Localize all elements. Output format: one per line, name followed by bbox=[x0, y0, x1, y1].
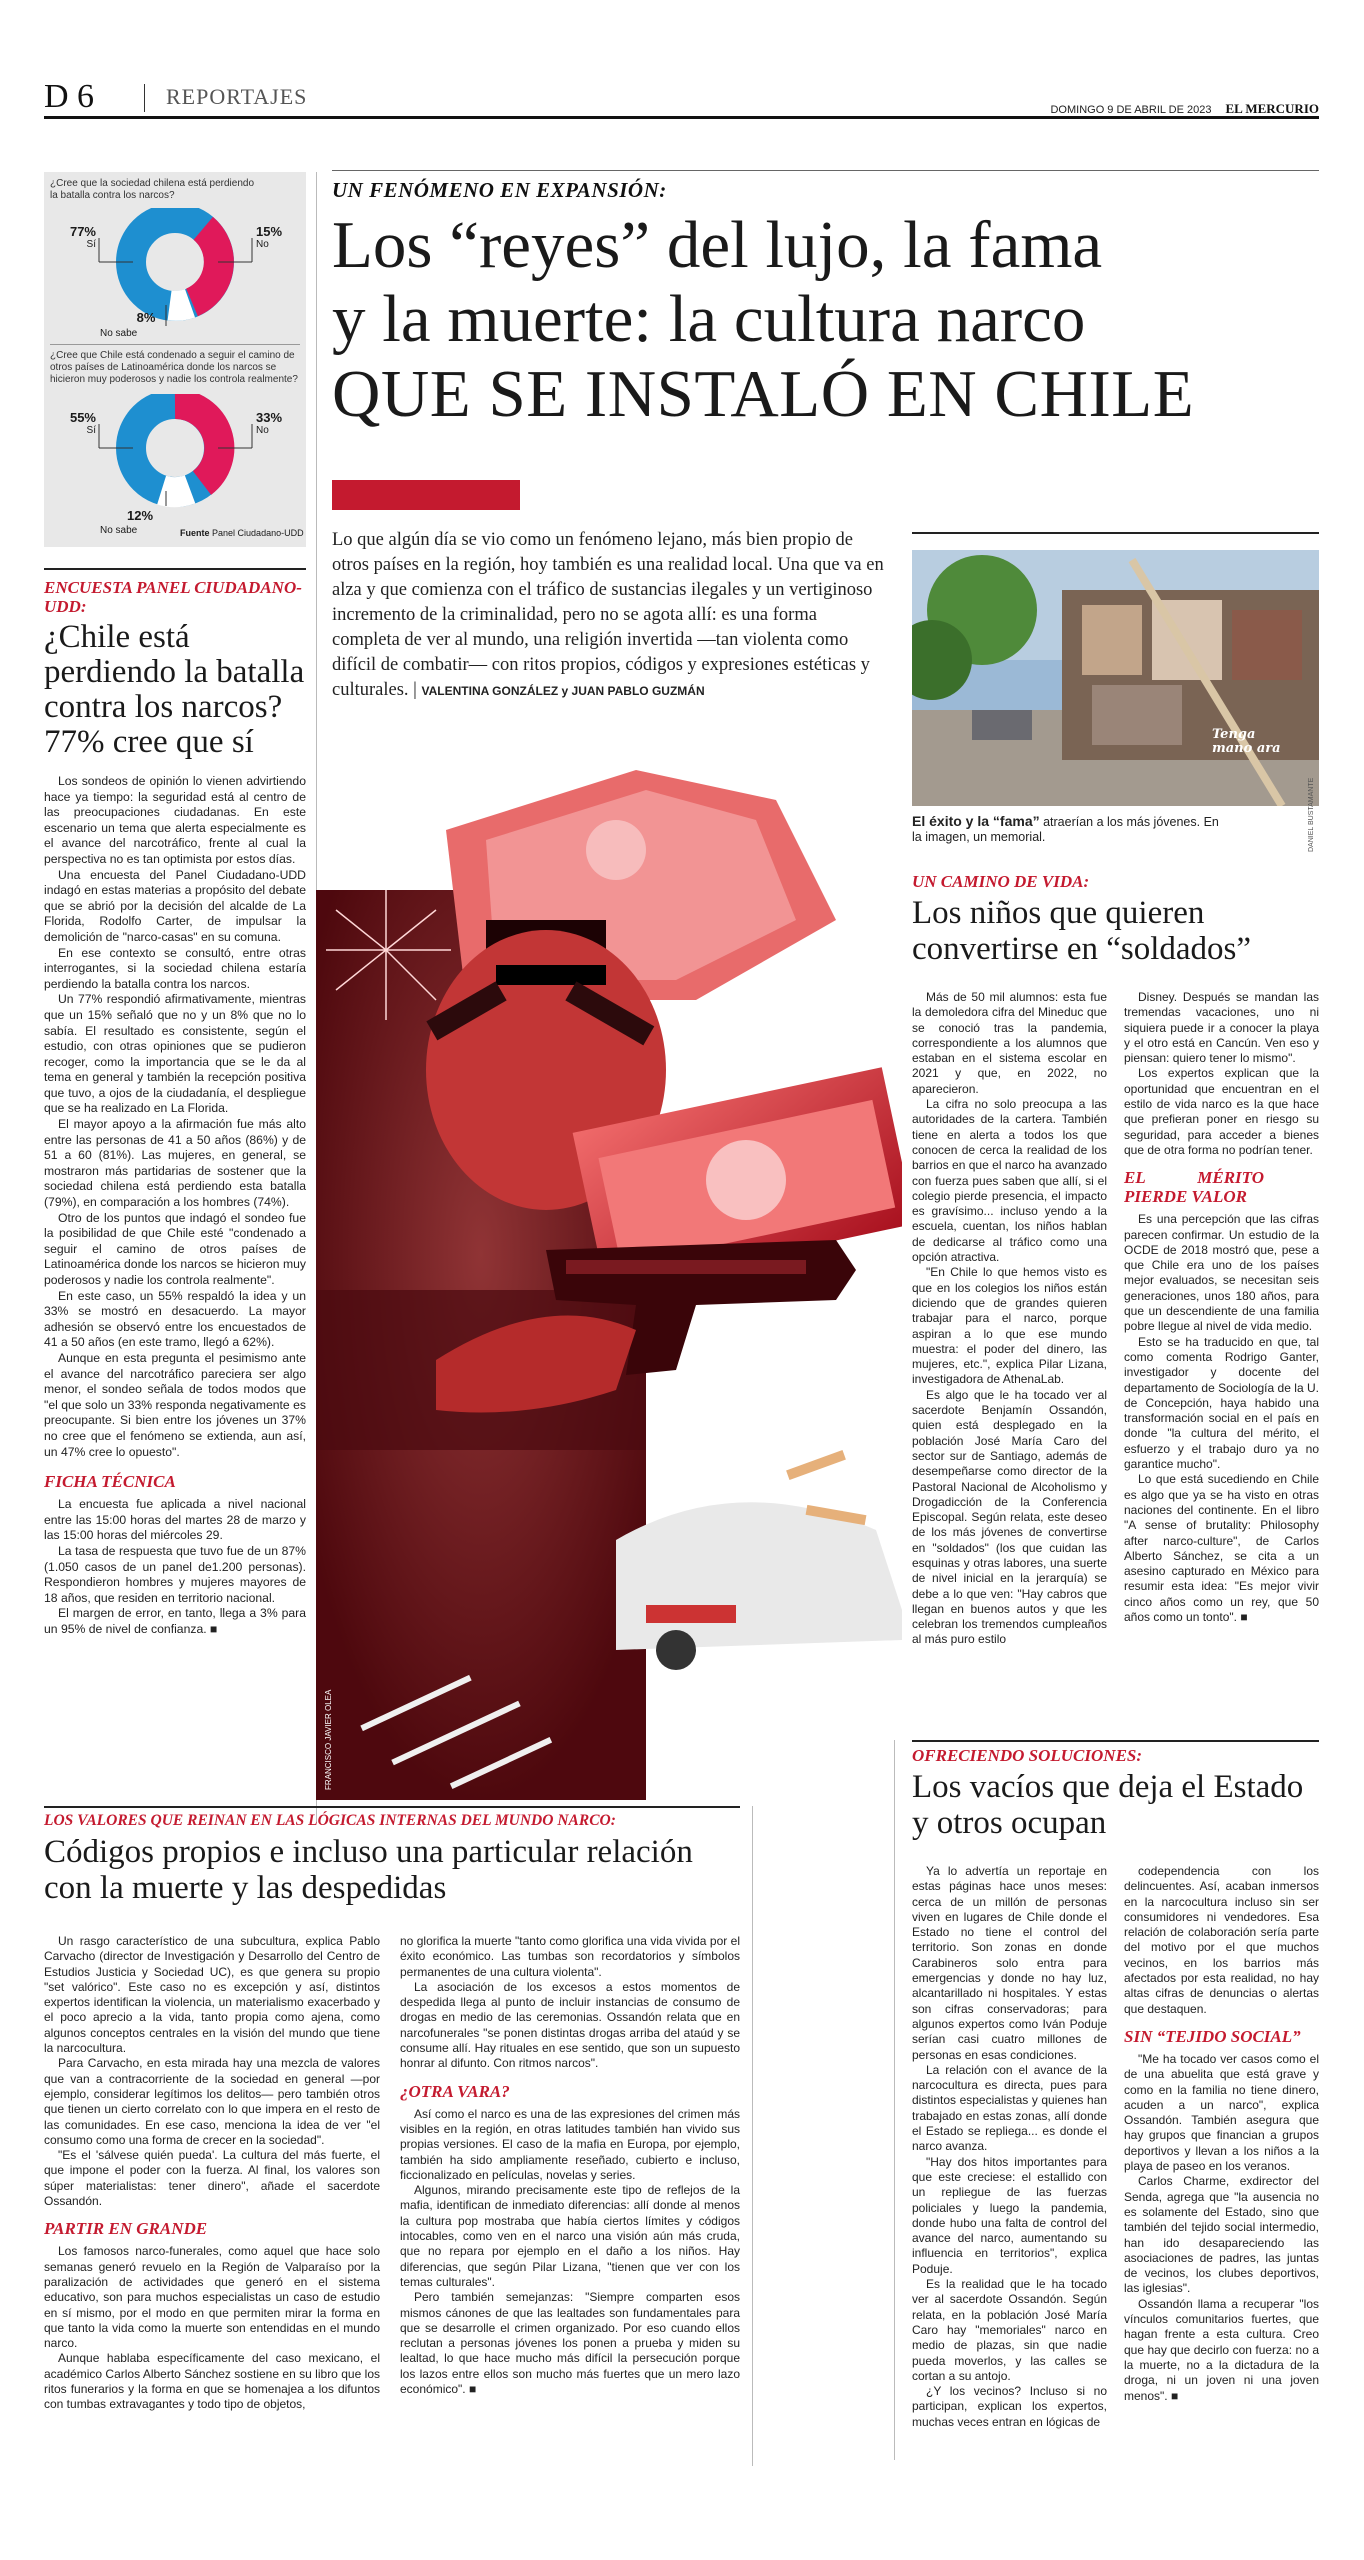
codigos-col1: Un rasgo característico de una subcultura, explica Pablo Carvacho (director de Investigación y Desarrollo del Centro de Estudios Justicia y Sociedad UC), es que genera su propio "set valórico". Este caso no es excepción y así, distintos expertos identifican la violencia, un materialismo exacerbado y el poco aprecio a la vida, tanto propia como ajena, como algunos conceptos centrales en la visión del mundo que tiene la narcocultura. Para Carvacho, en esta mirada hay una mezcla de valores que van a contracorriente de la sociedad en general —por ejemplo, considerar legítimos los delitos— pero también otros que tienen un cierto correlato con lo que impera en el resto de las comunidades. En ese caso, menciona la idea de ver "el consumo como una forma de crecer en la sociedad". "Es el 'sálvese quién pueda'. La cultura del más fuerte, el que impone el poder con la fuerza. Al final, los valores son súper materialistas: tener dinero", añade el sacerdote Ossandón. PARTIR EN GRANDE Los famosos narco-funerales, como aquel que hace solo semanas generó revuelo en la Región de Valparaíso por la paralización de actividades que generó en el sistema educativo, son para muchos especialistas un caso de estudio en sí mismo, por el modo en que permiten mirar la forma en que tanto la vida como la muerte son entendidas en el mundo narco. Aunque hablaba específicamente del caso mexicano, el académico Carlos Alberto Sánchez sostiene en su libro que los ritos funerarios y la forma en que se homenajea a los difuntos con tumbas extravagantes y todo tipo de objetos, bbox=[44, 1934, 380, 2412]
photo-credit: DANIEL BUSTAMANTE bbox=[1308, 777, 1315, 852]
survey-divider bbox=[50, 344, 300, 345]
ninos-col1: Más de 50 mil alumnos: esta fue la demoledora cifra del Mineduc que se conoció tras la pandemia, correspondiente a los alumnos que estaban en el sistema escolar en 2021 y que, en 2022, no aparecieron. La cifra no solo preocupa a las autoridades de la cartera. También tiene en alerta a todos los que conocen de cerca la realidad de los barrios en que el narco ha avanzado con fuerza pues saben que allí, si el colegio pierde presencia, el impacto es gravísimo... incluso yendo a la escuela, cuentan, los niños hablan de dedicarse al tráfico como una opción atractiva. "En Chile lo que hemos visto es que en los colegios los niños están diciendo que de grandes quieren trabajar para el narco, porque aspiran a lo que ese mundo muestra: el poder del dinero, las mujeres, etc.", explica Pilar Lizana, investigadora de AthenaLab. Es algo que le ha tocado ver al sacerdote Benjamín Ossandón, quien está desplegado en la población José María Caro del sector sur de Santiago, además de desempeñarse como director de la Pastoral Nacional de Alcoholismo y Drogadicción de la Conferencia Episcopal. Según relata, este deseo de los más jóvenes de convertirse en "soldados" (los que cuidan las esquinas y otras labores, una suerte de nivel inicial en la jerarquía) se debe a lo que ven: "Hay cabros que llegan en buenos autos y que les celebran los tremendos cumpleaños al más puro estilo bbox=[912, 990, 1107, 1647]
q1-no-label: No bbox=[256, 239, 269, 250]
survey-headline: ¿Chile está perdiendo la batalla contra los narcos? 77% cree que sí bbox=[44, 619, 305, 760]
vacios-article bbox=[912, 1746, 1319, 1841]
tejido-title: SIN “TEJIDO SOCIAL” bbox=[1124, 2026, 1301, 2046]
q2-no-pct: 33% bbox=[256, 410, 283, 425]
header-separator bbox=[144, 84, 145, 112]
headline-line-1: Los “reyes” del lujo, la fama bbox=[332, 208, 1103, 282]
mural-text: Tenga mano ara bbox=[1212, 727, 1281, 756]
byline: VALENTINA GONZÁLEZ y JUAN PABLO GUZMÁN bbox=[421, 684, 705, 698]
main-kicker: UN FENÓMENO EN EXPANSIÓN: bbox=[332, 178, 667, 202]
illustration-credit: FRANCISCO JAVIER OLEA bbox=[324, 1689, 333, 1790]
q2-yes-label: Sí bbox=[86, 425, 96, 436]
vacios-col1: Ya lo advertía un reportaje en estas páginas hace unos meses: cerca de un millón de personas viven en lugares de Chile donde el Estado no tiene el control del territorio. Son zonas en donde Carabineros solo entra para emergencias y donde no hay luz, alcantarillado ni hospitales. Y estas son cifras conservadoras; para algunos expertos como Iván Poduje serían casi cuatro millones de personas en esas condiciones. La relación con el avance de la narcocultura es directa, pues para distintos especialistas y quienes han trabajado en estas zonas, allí donde el Estado se repliega... es donde el narco avanza. "Hay dos hitos importantes para que este creciese: el estallido con un repliegue de las fuerzas policiales y luego la pandemia, donde hubo una falta de control del avance del narco, aumentando su influencia en territorios", explica Poduje. Es la realidad que le ha tocado ver al sacerdote Ossandón. Según relata, en la población José María Caro hay "memoriales" narco en medio de plazas, sin que nadie pueda moverlos, y las calles se cortan a su antojo. ¿Y los vecinos? Incluso si no participan, explican los expertos, muchas veces entran en lógicas de bbox=[912, 1864, 1107, 2429]
sports-car bbox=[616, 1502, 902, 1670]
column-divider-codigos bbox=[752, 1806, 753, 2466]
source-text: Panel Ciudadano-UDD bbox=[212, 528, 304, 538]
section-name: REPORTAJES bbox=[166, 84, 308, 109]
headline-red-bar bbox=[332, 480, 520, 510]
vacios-kicker: OFRECIENDO SOLUCIONES: bbox=[912, 1746, 1143, 1765]
survey-body: Los sondeos de opinión lo vienen advirtiendo hace ya tiempo: la seguridad está al centro de las preocupaciones ciudadanas. En este escenario un tema que alerta especialmente es el avance del narcotráfico, frente al cual la perspectiva no es tan optimista por estos días. Una encuesta del Panel Ciudadano-UDD indagó en estas materias a propósito del debate que se abrió por la decisión del alcalde de La Florida, Rodolfo Carter, de impulsar la demolición de "narco-casas" en su comuna. En ese contexto se consultó, entre otras interrogantes, si la sociedad chilena estaría perdiendo la batalla contra los narcos. Un 77% respondió afirmativamente, mientras que un 15% señaló que no y un 8% que no lo sabía. El resultado es consistente, según el estudio, con otras opiniones que se pudieron recoger, como la importancia que se le da al tema en general y también la recepción positiva que tuvo, a ojos de la ciudadanía, el despliegue que se ha realizado en La Florida. El mayor apoyo a la afirmación fue más alto entre las personas de 41 a 50 años (86%) y de 51 a 60 (81%). Las mujeres, en general, se mostraron más partidarias de sostener que la sociedad chilena está perdiendo esta batalla (79%), en comparación a los hombres (74%). Otro de los puntos que indagó el sondeo fue la posibilidad de que Chile esté "condenado a seguir el camino de otros países de Latinoamérica donde los narcos se hicieron muy poderosos y nadie los controla realmente". En este caso, un 55% respaldó la idea y un 33% se mostró en desacuerdo. La mayor adhesión se observó entre los encuestados de 41 a 50 años (en este tramo, llegó a 62%). Aunque en esta pregunta el pesimismo ante el avance del narcotráfico pareciera ser algo menor, el sondeo señala de todos modos que "el que solo un 33% responda negativamente es preocupante. Si bien entre los jóvenes un 37% no cree que el fenómeno se extienda, aun así, un 47% cree lo opuesto". bbox=[44, 774, 306, 1459]
newspaper-name: EL MERCURIO bbox=[1225, 101, 1319, 116]
q1-ns-pct: 8% bbox=[136, 310, 156, 325]
vacios-col2: codependencia con los delincuentes. Así, acaban inmersos en la narcocultura incluso sin ser consumidores ni vendedores. Esa relación de colaboración sería parte del motivo por el que muchos vecinos, en los barrios más afectados por esta realidad, no hay altas cifras de denuncias o alertas que destaquen. SIN “TEJIDO SOCIAL” "Me ha tocado ver casos como el de una abuelita que está grave y como en la familia no tiene dinero, acuden a un narco", explica Ossandón. También asegura que hay grupos que financian a grupos deportivos y llevan a los niños a la playa de paseo en los veranos. Carlos Charme, exdirector del Senda, agrega que "la ausencia no es solamente del Estado, sino que también del tejido social intermedio, han ido desapareciendo las asociaciones de padres, las juntas de vecinos, los clubes deportivos, las iglesias". Ossandón llama a recuperar "los vínculos comunitarios fuertes, que hagan frente a esta cultura. Creo que hay que decirlo con fuerza: no a la muerte, no a la dictadura de la droga, ni un joven ni una joven menos". ■ bbox=[1124, 1864, 1319, 2403]
q2-yes-pct: 55% bbox=[69, 410, 96, 425]
ficha-title: FICHA TÉCNICA bbox=[44, 1472, 176, 1492]
q1-yes-pct: 77% bbox=[69, 224, 96, 239]
headline-line-2: y la muerte: la cultura narco bbox=[332, 282, 1086, 356]
survey-question-1: ¿Cree que la sociedad chilena está perdiendo la batalla contra los narcos? bbox=[50, 178, 255, 201]
donut-2-no bbox=[175, 404, 219, 483]
ninos-headline: Los niños que quieren convertirse en “soldados” bbox=[912, 895, 1252, 967]
codigos-headline: Códigos propios e incluso una particular relación con la muerte y las despedidas bbox=[44, 1834, 693, 1906]
q2-ns-pct: 12% bbox=[126, 508, 154, 523]
ninos-kicker: UN CAMINO DE VIDA: bbox=[912, 872, 1090, 891]
q2-no-label: No bbox=[256, 425, 269, 436]
narco-illustration bbox=[316, 770, 902, 1800]
memorial-photo-svg bbox=[912, 550, 1319, 806]
column-divider-right bbox=[894, 1740, 895, 2460]
lede-text: Lo que algún día se vio como un fenómeno lejano, más bien propio de otros países en la región, hoy también es una realidad local. Una que va en alza y que comienza con el tráfico de sustancias ilegales y un vertiginoso incremento de la criminalidad, pero no se agota allí: es una forma completa de ver al mundo, una religión invertida —tan violenta como difícil de combatir— con ritos propios, códigos y expresiones estéticas y culturales. bbox=[332, 530, 884, 700]
q1-yes-label: Sí bbox=[86, 239, 96, 250]
source-label: Fuente bbox=[180, 528, 210, 538]
survey-infographic bbox=[44, 172, 306, 547]
partir-title: PARTIR EN GRANDE bbox=[44, 2219, 208, 2239]
lede: Lo que algún día se vio como un fenómeno lejano, más bien propio de otros países en la región, hoy también es una realidad local. Una que va en alza y que comienza con el tráfico de sustancias ilegales y un vertiginoso incremento de la criminalidad, pero no se agota allí: es una forma completa de ver al mundo, una religión invertida —tan violenta como difícil de combatir— con ritos propios, códigos y expresiones estéticas y culturales. | VALENTINA GONZÁLEZ y JUAN PABLO GUZMÁN bbox=[332, 530, 884, 700]
header-date: DOMINGO 9 DE ABRIL DE 2023 bbox=[1050, 104, 1212, 116]
vacios-headline: Los vacíos que deja el Estado y otros ocupan bbox=[912, 1769, 1304, 1841]
illustration-svg bbox=[316, 770, 902, 1800]
ficha-body: La encuesta fue aplicada a nivel nacional entre las 15:00 horas del martes 28 de marzo y las 15:00 horas del miércoles 29. La tasa de respuesta que tuvo fue de un 87% (1.050 casos de un panel de1.200 personas). Respondieron hombres y mujeres mayores de 18 años, que residen en territorio nacional. El margen de error, en tanto, llega a 3% para un 95% de nivel de confianza. ■ bbox=[44, 1497, 306, 1636]
q1-ns-label: No sabe bbox=[100, 328, 138, 339]
codigos-article bbox=[44, 1812, 744, 1906]
header-rule bbox=[44, 116, 1319, 119]
page-header bbox=[44, 78, 1319, 118]
main-headline bbox=[332, 208, 1322, 432]
codigos-col2: no glorifica la muerte "tanto como glorifica una vida vivida por el éxito económico. Las tumbas son recordatorios y símbolos permanentes de una cultura violenta". La asociación de los excesos a estos momentos de despedida llega al punto de incluir instancias de consumo de drogas en medio de las ceremonias. Ossandón relata que en narcofunerales "se ponen distintas drogas arriba del ataúd y se consume allí. Hay rituales en ese sentido, que son un supuesto honrar al difunto. Con ritmos narcos". ¿OTRA VARA? Así como el narco es una de las expresiones del crimen más visibles en la región, en otras latitudes también han vivido sus propias versiones. El caso de la mafia en Europa, por ejemplo, también ha sido ampliamente reseñado, cubierto e incluso, ficcionalizado en películas, novelas y series. Algunos, mirando precisamente este tipo de reflejos de la mafia, identifican de inmediato diferencias: allí donde al menos la cultura pop mostraba que había ciertos límites y códigos intocables, como ven en el narco una visión aún más cruda, que no repara por ejemplo en el daño a los niños. Hay diferencias, que según Pilar Lizana, "tienen que ver con los temas culturales". Pero también semejanzas: "Siempre comparten esos mismos cánones de que las lealtades son fundamentales para que se desarrolle el crimen organizado. Por eso cuando ellos reclutan a personas jóvenes los ponen a prueba y miden su lealtad, lo que hace mucho más difícil la persecución porque los lazos entre ellos son mucho más fuertes que un mero lazo económico". ■ bbox=[400, 1934, 740, 2397]
ninos-article bbox=[912, 872, 1319, 967]
headline-line-3: QUE SE INSTALÓ EN CHILE bbox=[332, 357, 1195, 431]
survey-kicker: ENCUESTA PANEL CIUDADANO-UDD: bbox=[44, 578, 302, 616]
survey-question-2: ¿Cree que Chile está condenado a seguir el camino de otros países de Latinoamérica donde los narcos se hicieron muy poderosos y nadie los controla realmente? bbox=[50, 350, 298, 385]
photo-caption: El éxito y la “fama” atraerían a los más jóvenes. En la imagen, un memorial. bbox=[912, 813, 1219, 844]
donut-1-ns bbox=[170, 299, 191, 311]
codigos-kicker: LOS VALORES QUE REINAN EN LAS LÓGICAS INTERNAS DEL MUNDO NARCO: bbox=[44, 1812, 616, 1829]
otra-vara-title: ¿OTRA VARA? bbox=[400, 2081, 510, 2101]
survey-article bbox=[44, 578, 306, 1637]
q1-no-pct: 15% bbox=[256, 224, 283, 239]
merito-title: EL MÉRITO PIERDE VALOR bbox=[1124, 1168, 1264, 1207]
memorial-photo bbox=[912, 550, 1319, 806]
page-number: D 6 bbox=[44, 78, 95, 115]
q2-ns-label: No sabe bbox=[100, 525, 138, 536]
ninos-col2: Disney. Después se mandan las tremendas vacaciones, uno ni siquiera puede ir a conocer la playa y el otro está en Cancún. Ven eso y piensan: quiero tener lo mismo". Los expertos explican que la oportunidad que encuentran en el estilo de vida narco es la que hace que prefieran poner en riesgo su seguridad, para acceder a bienes que de otra forma no podrían tener. EL MÉRITO PIERDE VALOR Es una percepción que las cifras parecen confirmar. Un estudio de la OCDE de 2018 mostró que, pese a que Chile era uno de los países mejor evaluados, se necesitan seis generaciones, unos 180 años, para que un descendiente de una familia pobre llegue al nivel de vida medio. Esto se ha traducido en que, tal como comenta Rodrigo Ganter, investigador y docente del departamento de Sociología de la U. de Concepción, haya habido una transformación social en el país en donde "la cultura del mérito, el esfuerzo y el trabajo duro ya no garantice mucho". Lo que está sucediendo en Chile es algo que ya se ha visto en otras naciones del continente. En el libro "A sense of brutality: Philosophy after narco-culture", de Carlos Alberto Sánchez, se cita a un asesino capturado en México para resumir esta idea: "Es mejor vivir cinco años como un rey, que 50 años como un tonto". ■ bbox=[1124, 990, 1319, 1624]
